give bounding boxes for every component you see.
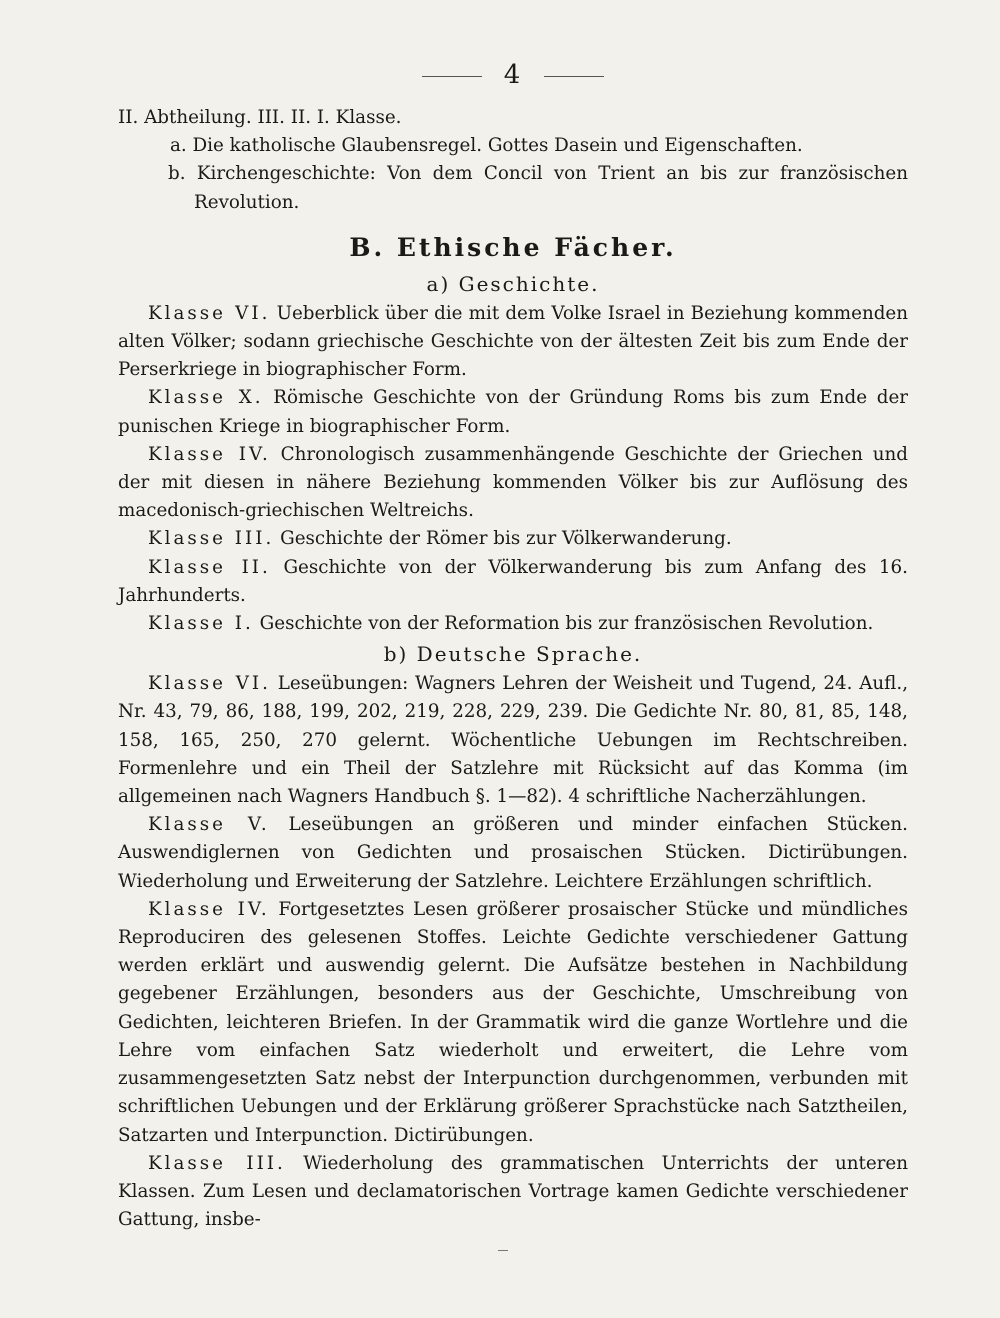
geschichte-entry — [118, 554, 908, 610]
entry-text: Chronologisch zusammenhängende Geschichte der Griechen und der mit diesen in nähere Beziehung kommenden Völker bis zur Auflösung des macedonisch-griechischen Weltreichs. — [118, 443, 908, 522]
entry-text: Römische Geschichte von der Gründung Roms bis zum Ende der punischen Kriege in biographischer Form. — [118, 387, 908, 437]
klasse-label: Klasse VI. — [148, 673, 271, 695]
right-rule — [544, 76, 604, 77]
entry-text: Geschichte der Römer bis zur Völkerwanderung. — [280, 528, 732, 550]
left-rule — [422, 76, 482, 77]
geschichte-entry — [118, 300, 908, 385]
geschichte-entry — [118, 384, 908, 440]
klasse-label: Klasse II. — [148, 556, 271, 578]
entry-text: Wiederholung des grammatischen Unterrichts der unteren Klassen. Zum Lesen und declamatorischen Vortrage kamen Gedichte verschiedener Gattung, insbe- — [118, 1152, 908, 1231]
entry-text: Geschichte von der Völkerwanderung bis zum Anfang des 16. Jahrhunderts. — [118, 556, 908, 606]
geschichte-entry — [118, 610, 908, 638]
entry-text: Fortgesetztes Lesen größerer prosaischer Stücke und mündliches Reproduciren des gelesenen Stoffes. Leichte Gedichte verschiedener Gattung werden erklärt und auswendig gelernt. Die Aufsätze bestehen in Nachbildung gegebener Erzählungen, besonders aus der Geschichte, Umschreibung von Gedichten, leichteren Briefen. In der Grammatik wird die ganze Wortlehre und die Lehre vom einfachen Satz wiederholt und erweitert, die Lehre vom zusammengesetzten Satz nebst der Interpunction durchgenommen, verbunden mit schriftlichen Uebungen und der Erklärung größerer Sprachstücke nach Satztheilen, Satzarten und Interpunction. Dictirübungen. — [118, 898, 908, 1146]
sprache-entry — [118, 896, 908, 1150]
klasse-label: Klasse V. — [148, 814, 270, 836]
klasse-label: Klasse III. — [148, 1152, 286, 1174]
page-number-text: 4 — [503, 60, 523, 90]
section-b-heading: B. Ethische Fächer. — [349, 232, 677, 262]
klasse-label: Klasse IV. — [148, 443, 271, 465]
deutsche-sprache-section — [118, 642, 908, 1234]
entry-text: Leseübungen an größeren und minder einfachen Stücken. Auswendiglernen von Gedichten und prosaischen Stücken. Dictirübungen. Wiederholung und Erweiterung der Satzlehre. Leichtere Erzählungen schriftlich. — [118, 814, 908, 892]
section-ii-title: II. Abtheilung. III. II. I. Klasse. — [118, 107, 402, 128]
entry-text: Leseübungen: Wagners Lehren der Weisheit und Tugend, 24. Aufl., Nr. 43, 79, 86, 188, 199, 202, 219, 228, 229, 239. Die Gedichte Nr. 80, 81, 85, 148, 158, 165, 250, 270 gelernt. Wöchentliche Uebungen im Rechtschreiben. Formenlehre und ein Theil der Satzlehre mit Rücksicht auf das Komma (im allgemeinen nach Wagners Handbuch §. 1—82). 4 schriftliche Nacherzählungen. — [118, 673, 909, 808]
klasse-label: Klasse VI. — [148, 302, 271, 324]
sprache-entry — [118, 811, 908, 896]
section-ii — [118, 104, 908, 217]
page-number — [118, 60, 908, 90]
geschichte-entry — [118, 441, 908, 526]
page-end-dash — [498, 1250, 508, 1251]
geschichte-entry — [118, 525, 908, 553]
klasse-label: Klasse I. — [148, 613, 254, 635]
section-ii-item-b: b. Kirchengeschichte: Von dem Concil von Trient an bis zur französischen Revolution. — [168, 163, 908, 213]
section-ii-item-a: a. Die katholische Glaubensregel. Gottes Dasein und Eigenschaften. — [170, 135, 803, 157]
entry-text: Ueberblick über die mit dem Volke Israel in Beziehung kommenden alten Völker; sodann griechische Geschichte von der ältesten Zeit bis zum Ende der Perserkriege in biographischer Form. — [118, 302, 909, 381]
entry-text: Geschichte von der Reformation bis zur französischen Revolution. — [259, 613, 874, 635]
klasse-label: Klasse III. — [148, 528, 275, 550]
sprache-entry — [118, 670, 908, 811]
klasse-label: Klasse X. — [148, 387, 264, 409]
geschichte-heading: a) Geschichte. — [426, 271, 600, 296]
deutsche-sprache-heading: b) Deutsche Sprache. — [383, 642, 643, 667]
sprache-entry — [118, 1150, 908, 1235]
klasse-label: Klasse IV. — [148, 898, 270, 920]
geschichte-section — [118, 272, 908, 638]
